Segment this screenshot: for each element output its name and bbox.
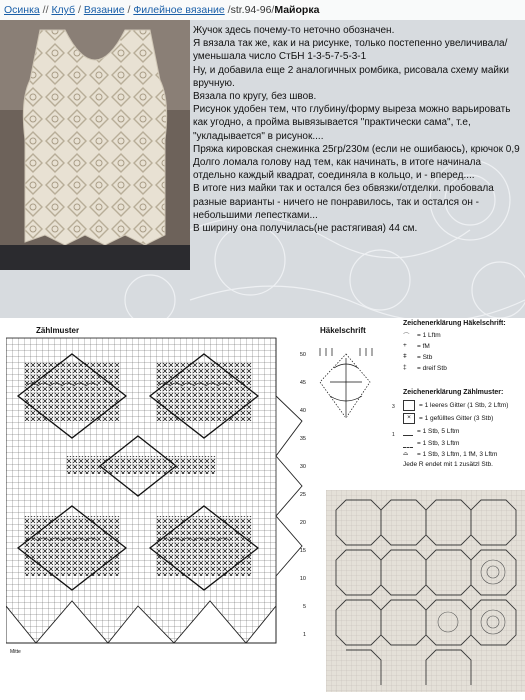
- description-line: Жучок здесь почему-то неточно обозначен.: [193, 25, 395, 36]
- breadcrumb: [0, 0, 525, 20]
- legend-item: ‡ = dreif Stb: [403, 364, 447, 372]
- row-number: 45: [299, 380, 306, 386]
- stitch-5-chain-icon: [403, 426, 413, 436]
- row-number: 50: [299, 352, 306, 358]
- zaehlmuster-title: Zählmuster: [36, 326, 80, 335]
- breadcrumb-link-club[interactable]: Клуб: [51, 4, 76, 16]
- haekelschrift-title: Häkelschrift: [320, 326, 366, 335]
- legend-count-title: Zeichenerklärung Zählmuster:: [403, 389, 504, 396]
- counting-chart: [6, 326, 308, 656]
- description-line: В ширину она получилась(не растягивая) 44 см.: [193, 223, 418, 235]
- stitch-3-chain-icon: [403, 438, 413, 448]
- breadcrumb-separator: /: [271, 4, 275, 16]
- double-crochet-icon: ǂ: [403, 353, 407, 360]
- legend-crochet: [403, 320, 523, 468]
- legend-crochet-title: Zeichenerklärung Häkelschrift:: [403, 320, 506, 327]
- legend-item: × = 1 gefülltes Gitter (3 Stb): [403, 413, 523, 424]
- row-number: 15: [299, 548, 306, 554]
- empty-mesh-icon: [403, 400, 415, 411]
- description-line: Пряжа кировская снежинка 25гр/230м (если не ошибаюсь), крючок 0,9: [193, 143, 520, 155]
- breadcrumb-separator: /: [127, 4, 131, 16]
- handdrawn-schema-photo: [326, 490, 525, 692]
- description-line: Вязала по кругу, без швов.: [193, 91, 317, 103]
- legend-item: ⌒ = 1 Lftm: [403, 332, 441, 340]
- legend-note: Jede R endet mit 1 zusätzl Stb.: [403, 461, 493, 468]
- legend-item: = 1 leeres Gitter (1 Stb, 2 Lftm): [403, 400, 523, 411]
- breadcrumb-link-osinka[interactable]: Осинка: [4, 4, 40, 16]
- legend-item: ǂ = Stb: [403, 353, 433, 361]
- breadcrumb-separator: //: [42, 4, 49, 16]
- description-text: [193, 24, 523, 235]
- row-number: 20: [299, 520, 306, 526]
- picot-icon: ⌓: [403, 450, 409, 457]
- single-crochet-icon: +: [403, 342, 407, 349]
- breadcrumb-separator: /: [77, 4, 81, 16]
- row-number: 30: [299, 464, 306, 470]
- breadcrumb-link-filet[interactable]: Филейное вязание: [133, 4, 225, 16]
- row-number: 10: [299, 576, 306, 582]
- breadcrumb-separator: /: [227, 4, 231, 16]
- product-photo: [0, 20, 190, 270]
- legend-item: = 1 Stb, 3 Lftm: [403, 438, 523, 448]
- description-line: Я вязала так же, как и на рисунке, только постепенно увеличивала/уменьшала число СтБН 1-3-5-7-5-3-1: [193, 38, 508, 63]
- mitte-label: Mitte: [10, 649, 21, 655]
- page-title: Майорка: [274, 4, 320, 16]
- legend-item: = 1 Stb, 5 Lftm: [403, 426, 523, 436]
- filled-mesh-icon: ×: [403, 413, 415, 424]
- row-number: 40: [299, 408, 306, 414]
- row-number: 25: [299, 492, 306, 498]
- crochet-row-label: 1: [392, 432, 395, 438]
- description-line: Долго ломала голову над тем, как начинать, в итоге начинала отдельно каждый квадрат, соединяла в кольцо, и - вперед....: [193, 157, 482, 182]
- crochet-symbol-chart: [300, 338, 400, 446]
- chain-stitch-icon: ⌒: [403, 333, 410, 340]
- legend-item: + = fM: [403, 342, 430, 350]
- row-number: 35: [299, 436, 306, 442]
- row-number: 5: [302, 604, 306, 610]
- issue-number: str.94-96: [230, 4, 272, 16]
- crochet-row-label: 3: [392, 404, 395, 410]
- row-number: 1: [302, 632, 306, 638]
- breadcrumb-link-knitting[interactable]: Вязание: [83, 4, 125, 16]
- description-line: В итоге низ майки так и остался без обвязки/отделки. пробовала разные варианты - ничего не понравилось, так и остался он - небольшими лепестками...: [193, 183, 494, 221]
- treble-crochet-icon: ‡: [403, 364, 407, 371]
- description-line: Ну, и добавила еще 2 аналогичных ромбика, рисовала схему майки вручную.: [193, 64, 509, 89]
- legend-item: ⌓ = 1 Stb, 3 Lftm, 1 fM, 3 Lftm: [403, 450, 498, 458]
- description-line: Рисунок удобен тем, что глубину/форму выреза можно варьировать как угодно, а пройма вывязывается "практически сама", т.е, "укладывается" в рисунок....: [193, 104, 511, 142]
